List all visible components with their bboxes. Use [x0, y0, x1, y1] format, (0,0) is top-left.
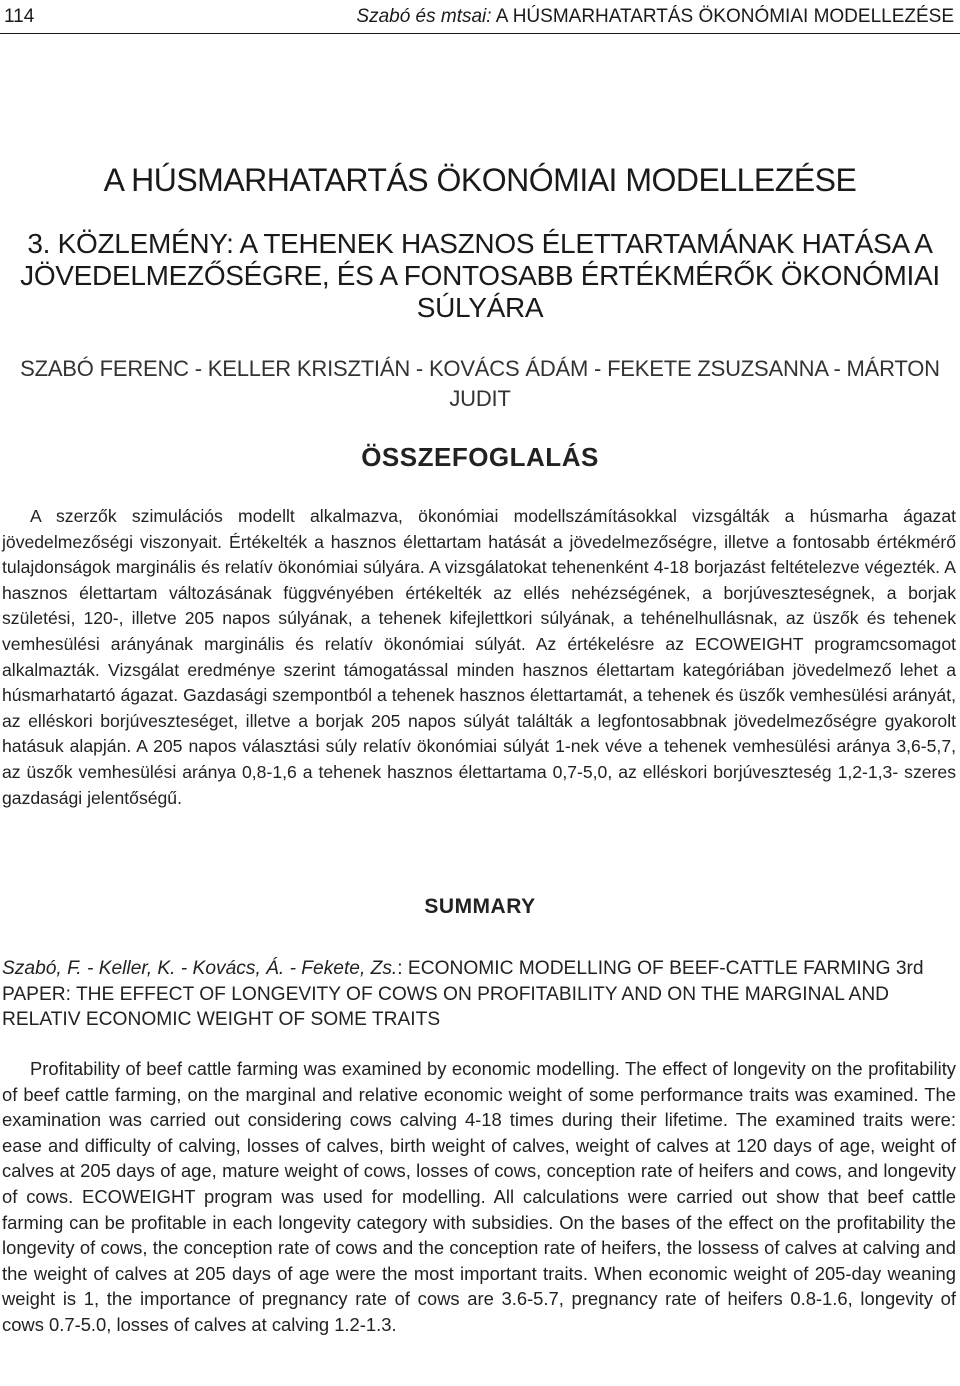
citation-title: : ECONOMIC MODELLING OF BEEF-CATTLE FARMING 3rd PAPER: THE EFFECT OF LONGEVITY OF COWS ON PROFITABILITY AND ON THE MARGINAL AND RELATIV ECONOMIC WEIGHT OF SOME TRAITS — [2, 958, 924, 1031]
running-title — [356, 6, 954, 28]
paper-subtitle: 3. KÖZLEMÉNY: A TEHENEK HASZNOS ÉLETTARTAMÁNAK HATÁSA A JÖVEDELMEZŐSÉGRE, ÉS A FONTOSABB ÉRTÉKMÉRŐK ÖKONÓMIAI SÚLYÁRA — [20, 228, 940, 323]
summary-text: Profitability of beef cattle farming was examined by economic modelling. The effect of longevity on the profitability of beef cattle farming, on the marginal and relative economic weight of some performance traits was examined. The examination was carried out considering cows calving 4-18 times during their lifetime. The examined traits were: ease and difficulty of calving, losses of calves, birth weight of calves, weight of calves at 120 days of age, weight of calves at 205 days of age, mature weight of cows, losses of cows, conception rate of heifers and cows, and longevity of cows. ECOWEIGHT program was used for modelling. All calculations were carried out show that beef cattle farming can be profitable in each longevity category with subsidies. On the bases of the effect on the profitability the longevity of cows, the conception rate of cows and the conception rate of heifers, the lossess of calves at calving and the weight of calves at 205 days of age were the most important traits. When economic weight of 205-day weaning weight is 1, the importance of pregnancy rate of cows are 3.6-5.7, pregnancy rate of heifers 0.8-1.6, longevity of cows 0.7-5.0, losses of calves at calving 1.2-1.3. — [2, 1058, 956, 1335]
paper-title: A HÚSMARHATARTÁS ÖKONÓMIAI MODELLEZÉSE — [103, 162, 857, 198]
author-list: SZABÓ FERENC - KELLER KRISZTIÁN - KOVÁCS ÁDÁM - FEKETE ZSUZSANNA - MÁRTON JUDIT — [20, 356, 940, 411]
abstract-hu-heading: ÖSSZEFOGLALÁS — [361, 442, 599, 472]
abstract-hu-text: A szerzők szimulációs modellt alkalmazva, ökonómiai modellszámításokkal vizsgálták a húsmarha ágazat jövedelmezőségi viszonyait. Értékelték a hasznos élettartam hatását a jövedelmezőségre, illetve a fontosabb értékmérő tulajdonságok marginális és relatív ökonómiai súlyára. A vizsgálatokat tehenenként 4-18 borjazást feltételezve végezték. A hasznos élettartam változásának függvényében értékelték az ellés nehézségének, a borjúveszteségnek, a borjak születési, 120-, illetve 205 napos súlyának, a tehenek kifejlettkori súlyának, a tehénelhullásnak, az üszők és tehenek vemhesülési arányának marginális és relatív ökonómiai súlyát. Az értékelésre az ECOWEIGHT programcsomagot alkalmazták. Vizsgálat eredménye szerint támogatással minden hasznos élettartam kategóriában jövedelmező lehet a húsmarhatartó ágazat. Gazdasági szempontból a tehenek hasznos élettartamát, a tehenek és üszők vemhesülési arányát, az elléskori borjúveszteséget, illetve a borjak 205 napos súlyát találták a legfontosabbnak jövedelmezőségre gyakorolt hatásuk alapján. A 205 napos választási súly relatív ökonómiai súlyát 1-nek véve a tehenek vemhesülési aránya 3,6-5,7, az üszők vemhesülési aránya 0,8-1,6 a tehenek hasznos élettartama 0,7-5,0, az elléskori borjúveszteség 1,2-1,3- szeres gazdasági jelentőségű. — [2, 506, 956, 808]
running-header — [0, 0, 960, 34]
running-authors: Szabó és mtsai: — [356, 6, 492, 27]
summary-citation — [2, 956, 956, 1033]
summary-heading: SUMMARY — [424, 895, 536, 918]
running-title-text: A HÚSMARHATARTÁS ÖKONÓMIAI MODELLEZÉSE — [495, 6, 954, 27]
citation-authors: Szabó, F. - Keller, K. - Kovács, Á. - Fekete, Zs. — [2, 958, 398, 979]
page-number: 114 — [4, 6, 35, 27]
header-rule — [0, 33, 960, 34]
